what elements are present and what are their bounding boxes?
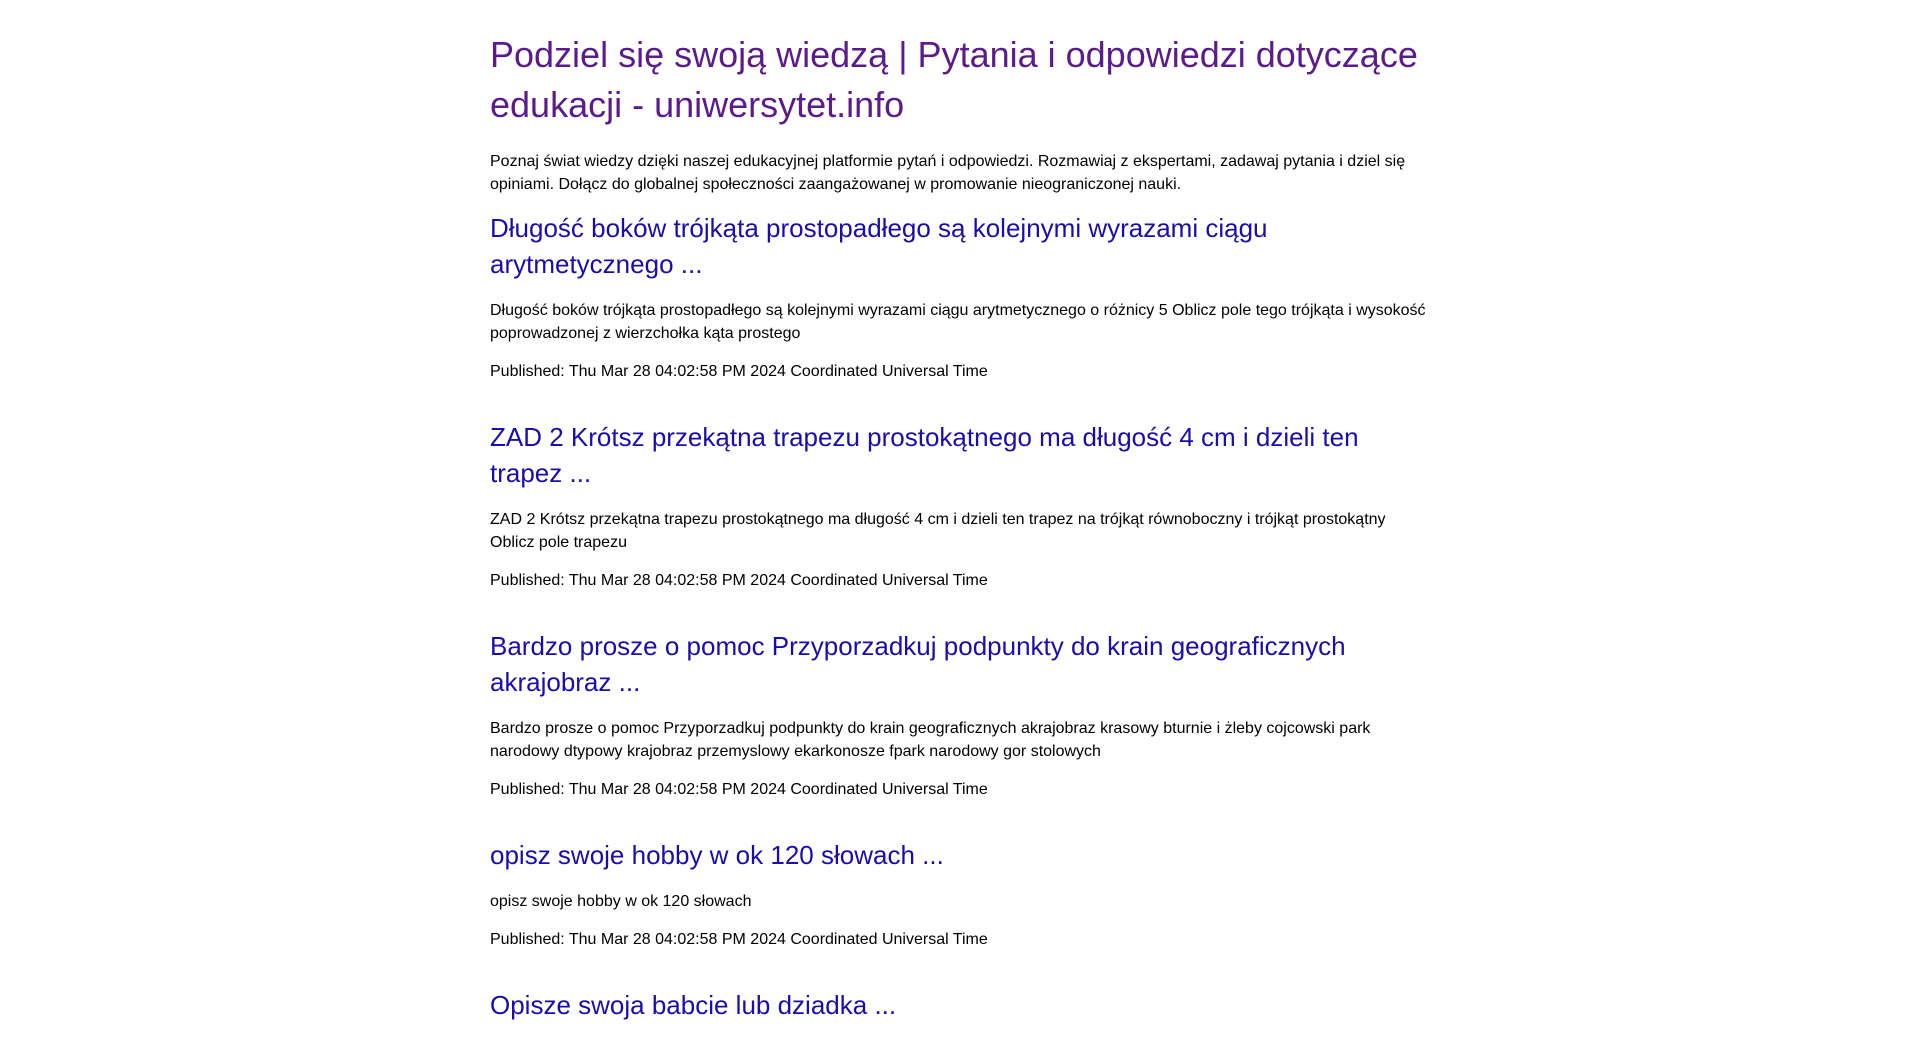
- post-item: [490, 419, 1430, 592]
- post-item: [490, 837, 1430, 951]
- site-title-link[interactable]: Podziel się swoją wiedzą | Pytania i odpowiedzi dotyczące edukacji - uniwersytet.info: [490, 34, 1418, 125]
- post-item: [490, 628, 1430, 801]
- post-excerpt: Długość boków trójkąta prostopadłego są kolejnymi wyrazami ciągu arytmetycznego o różnicy 5 Oblicz pole tego trójkąta i wysokość poprowadzonej z wierzchołka kąta prostego: [490, 302, 1426, 342]
- post-published-date: Published: Thu Mar 28 04:02:58 PM 2024 Coordinated Universal Time: [490, 572, 988, 589]
- post-title: [490, 987, 1430, 1023]
- post-item: [490, 210, 1430, 383]
- post-title: [490, 210, 1430, 282]
- post-published-date: Published: Thu Mar 28 04:02:58 PM 2024 Coordinated Universal Time: [490, 781, 988, 798]
- site-title: [490, 30, 1430, 130]
- site-description: Poznaj świat wiedzy dzięki naszej edukacyjnej platformie pytań i odpowiedzi. Rozmawiaj z ekspertami, zadawaj pytania i dziel się opiniami. Dołącz do globalnej społeczności zaangażowanej w promowanie nieograniczonej nauki.: [490, 153, 1406, 193]
- post-excerpt: opisz swoje hobby w ok 120 słowach: [490, 893, 752, 910]
- post-title-link[interactable]: Długość boków trójkąta prostopadłego są kolejnymi wyrazami ciągu arytmetycznego ...: [490, 213, 1268, 279]
- post-title-link[interactable]: opisz swoje hobby w ok 120 słowach ...: [490, 840, 944, 870]
- post-published-date: Published: Thu Mar 28 04:02:58 PM 2024 Coordinated Universal Time: [490, 363, 988, 380]
- post-title: [490, 628, 1430, 700]
- post-title-link[interactable]: Bardzo prosze o pomoc Przyporzadkuj podpunkty do krain geograficznych akrajobraz ...: [490, 631, 1346, 697]
- post-excerpt: ZAD 2 Krótsz przekątna trapezu prostokątnego ma długość 4 cm i dzieli ten trapez na trójkąt równoboczny i trójkąt prostokątny Oblicz pole trapezu: [490, 511, 1386, 551]
- post-excerpt: Bardzo prosze o pomoc Przyporzadkuj podpunkty do krain geograficznych akrajobraz krasowy bturnie i żleby cojcowski park narodowy dtypowy krajobraz przemyslowy ekarkonosze fpark narodowy gor stolowych: [490, 720, 1371, 760]
- post-title: [490, 419, 1430, 491]
- post-title-link[interactable]: ZAD 2 Krótsz przekątna trapezu prostokątnego ma długość 4 cm i dzieli ten trapez ...: [490, 422, 1359, 488]
- post-title: [490, 837, 1430, 873]
- post-title-link[interactable]: Opisze swoja babcie lub dziadka ...: [490, 990, 897, 1020]
- post-published-date: Published: Thu Mar 28 04:02:58 PM 2024 Coordinated Universal Time: [490, 931, 988, 948]
- main-content: [490, 0, 1430, 1040]
- post-item: [490, 987, 1430, 1023]
